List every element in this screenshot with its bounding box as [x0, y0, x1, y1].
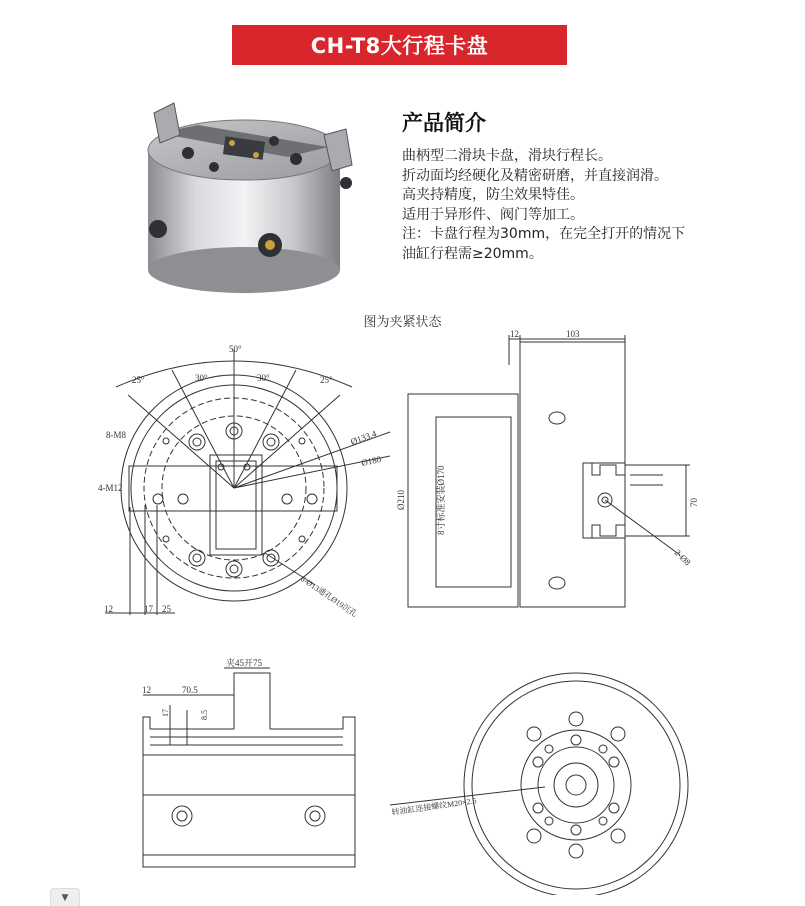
chuck-product-photo — [128, 95, 360, 305]
stroke-label: 夹45开75 — [226, 658, 263, 668]
front-view-drawing — [105, 350, 390, 615]
dim-label: 8.5 — [200, 710, 209, 720]
hole-label: 2-Ø8 — [672, 547, 693, 568]
page-title — [232, 25, 567, 65]
intro-list — [402, 147, 685, 264]
dim-label: 17 — [144, 604, 153, 614]
dim-label: 17 — [161, 709, 170, 717]
bottom-left-view-drawing — [143, 668, 355, 867]
intro-line: 折动面均经硬化及精密研磨，并直接润滑。 — [402, 167, 668, 184]
intro-line: 高夹持精度，防尘效果特佳。 — [402, 187, 584, 203]
thread-label: 转油缸连接螺纹M20×2.5 — [391, 796, 478, 817]
intro-line: 油缸行程需≥20mm。 — [402, 245, 543, 262]
dim-label: 12 — [510, 329, 519, 339]
side-view-drawing — [408, 335, 690, 607]
angle-label: 25° — [320, 375, 333, 385]
mount-label: 8寸标准安装Ø170 — [436, 465, 446, 535]
angle-label: 30° — [257, 373, 270, 383]
technical-drawings — [0, 325, 805, 895]
dim-label: 70 — [689, 498, 699, 507]
dim-label: 12 — [142, 685, 151, 695]
dim-label: 25 — [162, 604, 171, 614]
intro-heading: 产品简介 — [402, 111, 486, 135]
dim-label: 103 — [566, 329, 580, 339]
diameter-label: Ø180 — [360, 454, 382, 468]
angle-label: 50° — [229, 344, 242, 354]
page-title-text: CH-T8大行程卡盘 — [310, 34, 489, 58]
diameter-label: Ø210 — [396, 490, 406, 510]
angle-label: 30° — [195, 373, 208, 383]
intro-line: 曲柄型二滑块卡盘，滑块行程长。 — [402, 148, 612, 164]
thread-label: 8-M8 — [106, 430, 126, 440]
dim-label: 70.5 — [182, 685, 198, 695]
chevron-down-icon: ▼ — [61, 892, 69, 903]
diameter-label: Ø133.4 — [349, 428, 378, 447]
hole-label: 6-Ø13通孔Ø19沉孔 — [298, 574, 359, 619]
drawing-caption: 图为夹紧状态 — [363, 315, 442, 330]
bottom-right-view-drawing — [390, 673, 688, 895]
intro-line: 注：卡盘行程为30mm，在完全打开的情况下 — [402, 226, 686, 242]
scroll-down-button[interactable] — [50, 888, 80, 906]
thread-label: 4-M12 — [98, 483, 123, 493]
angle-label: 25° — [132, 375, 145, 385]
intro-line: 适用于异形件、阀门等加工。 — [402, 206, 584, 223]
dim-label: 12 — [104, 604, 113, 614]
